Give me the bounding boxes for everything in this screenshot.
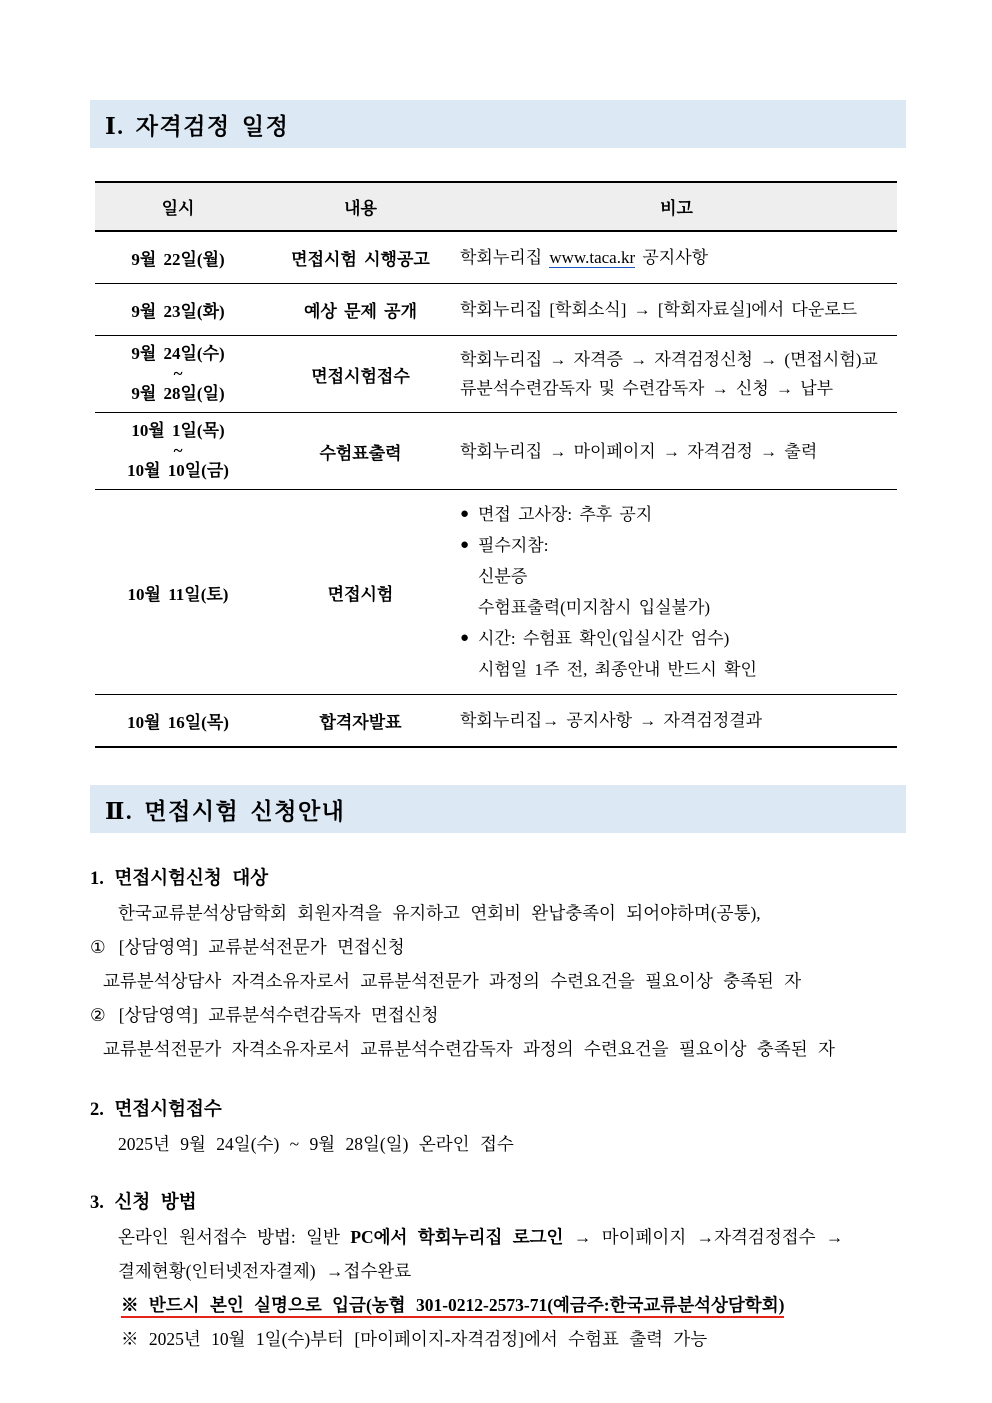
date-range xyxy=(95,343,261,405)
method-bold-text: PC에서 학회누리집 로그인 xyxy=(350,1227,564,1247)
cell-date: 9월 23일(화) xyxy=(131,302,225,321)
schedule-table xyxy=(95,181,897,748)
tilde: ~ xyxy=(173,364,183,383)
tilde: ~ xyxy=(173,441,183,460)
cell-date-range xyxy=(95,336,265,412)
note-text: 필수지참: xyxy=(478,536,549,555)
cell-content: 면접시험 시행공고 xyxy=(291,250,430,269)
bullet-spacer xyxy=(460,561,478,592)
cell-date-range xyxy=(95,413,265,489)
print-notice-line: ※ 2025년 10월 1일(수)부터 [마이페이지-자격검정]에서 수험표 출력 가능 xyxy=(121,1329,708,1349)
table-row xyxy=(95,695,897,746)
note-line xyxy=(460,561,893,592)
list-item-1-title: [상담영역] 교류분석전문가 면접신청 xyxy=(118,937,405,957)
list-item-1-desc: 교류분석상담사 자격소유자로서 교류분석전문가 과정의 수련요건을 필요이상 충족된 자 xyxy=(103,971,802,991)
method-line-2: 결제현황(인터넷전자결제) →접수완료 xyxy=(118,1261,412,1281)
document-content xyxy=(90,100,906,1356)
part2-period: 2025년 9월 24일(수) ~ 9월 28일(일) 온라인 접수 xyxy=(118,1134,514,1154)
table-row xyxy=(95,490,897,695)
method-text: 온라인 원서접수 방법: 일반 xyxy=(118,1227,351,1247)
bullet-spacer xyxy=(460,592,478,623)
cell-note-list xyxy=(460,490,897,694)
bullet-icon: ● xyxy=(460,537,470,553)
note-line xyxy=(460,592,893,623)
circled-1-marker: ① xyxy=(90,937,106,957)
cell-date: 9월 22일(월) xyxy=(131,250,225,269)
cell-note: 학회누리집 → 자격증 → 자격검정신청 → (면접시험)교류분석수련감독자 및 수련감독자 → 신청 → 납부 xyxy=(460,350,878,398)
list-item-1 xyxy=(90,930,906,964)
note-text: 면접 고사장: 추후 공지 xyxy=(478,505,653,524)
table-row xyxy=(95,284,897,336)
cell-note: 학회누리집 [학회소식] → [학회자료실]에서 다운로드 xyxy=(460,300,858,319)
part1-heading: 1. 면접시험신청 대상 xyxy=(90,869,269,889)
payment-warning-text: ※ 반드시 본인 실명으로 입금(농협 301-0212-2573-71(예금주:한국교류분석상담학회) xyxy=(121,1295,784,1318)
section2-header xyxy=(90,785,906,833)
col-header-note: 비고 xyxy=(660,199,693,218)
cell-date: 10월 11일(토) xyxy=(127,584,229,604)
method-line-1 xyxy=(90,1220,906,1254)
date-to: 10월 10일(금) xyxy=(127,461,229,480)
note-line xyxy=(460,654,893,685)
cell-content: 예상 문제 공개 xyxy=(303,302,418,321)
part2-registration-period xyxy=(90,1093,906,1161)
note-text: 신분증 xyxy=(478,567,528,586)
note-line xyxy=(460,499,893,530)
circled-2-marker: ② xyxy=(90,1005,106,1025)
part1-intro: 한국교류분석상담학회 회원자격을 유지하고 연회비 완납충족이 되어야하며(공통), xyxy=(118,903,761,923)
cell-note: 학회누리집 → 마이페이지 → 자격검정 → 출력 xyxy=(460,441,818,461)
cell-date: 10월 16일(목) xyxy=(127,713,229,732)
part3-application-method xyxy=(90,1186,906,1356)
note-line xyxy=(460,623,893,654)
cell-note: 학회누리집→ 공지사항 → 자격검정결과 xyxy=(460,711,763,730)
list-item-2-title: [상담영역] 교류분석수련감독자 면접신청 xyxy=(118,1005,439,1025)
part3-heading: 3. 신청 방법 xyxy=(90,1193,197,1213)
bullet-icon: ● xyxy=(460,506,470,522)
bullet-icon: ● xyxy=(460,630,470,646)
payment-warning-line xyxy=(90,1288,906,1322)
table-row xyxy=(95,413,897,490)
section1-title: Ⅰ. 자격검정 일정 xyxy=(105,113,290,139)
taca-website-link[interactable]: www.taca.kr xyxy=(549,248,636,267)
part2-heading: 2. 면접시험접수 xyxy=(90,1100,222,1120)
note-text: 시험일 1주 전, 최종안내 반드시 확인 xyxy=(478,660,757,679)
bullet-spacer xyxy=(460,654,478,685)
note-text: 시간: 수험표 확인(입실시간 엄수) xyxy=(478,629,730,648)
method-text: → 마이페이지 →자격검정접수 → xyxy=(563,1227,844,1247)
cell-content: 수험표출력 xyxy=(319,443,402,463)
note-line xyxy=(460,530,893,561)
date-range xyxy=(95,420,261,482)
date-from: 10월 1일(목) xyxy=(131,421,225,440)
list-item-2 xyxy=(90,998,906,1032)
section2-title: Ⅱ. 면접시험 신청안내 xyxy=(105,798,346,824)
date-to: 9월 28일(일) xyxy=(131,384,225,403)
cell-content: 합격자발표 xyxy=(319,713,402,732)
note-text: 수험표출력(미지참시 입실불가) xyxy=(478,598,711,617)
note-text: 학회누리집 xyxy=(460,248,550,267)
col-header-date: 일시 xyxy=(161,199,195,218)
part1-application-target xyxy=(90,862,906,1066)
list-item-2-desc: 교류분석전문가 자격소유자로서 교류분석수련감독자 과정의 수련요건을 필요이상 충족된 자 xyxy=(103,1039,835,1059)
col-header-content: 내용 xyxy=(344,199,377,218)
section1-header xyxy=(90,100,906,148)
table-row xyxy=(95,232,897,284)
table-row xyxy=(95,336,897,413)
note-text: 공지사항 xyxy=(635,248,709,267)
cell-content: 면접시험접수 xyxy=(311,366,410,386)
table-header-row xyxy=(95,183,897,232)
cell-content: 면접시험 xyxy=(327,584,394,604)
date-from: 9월 24일(수) xyxy=(131,344,225,363)
cell-note xyxy=(460,232,897,283)
